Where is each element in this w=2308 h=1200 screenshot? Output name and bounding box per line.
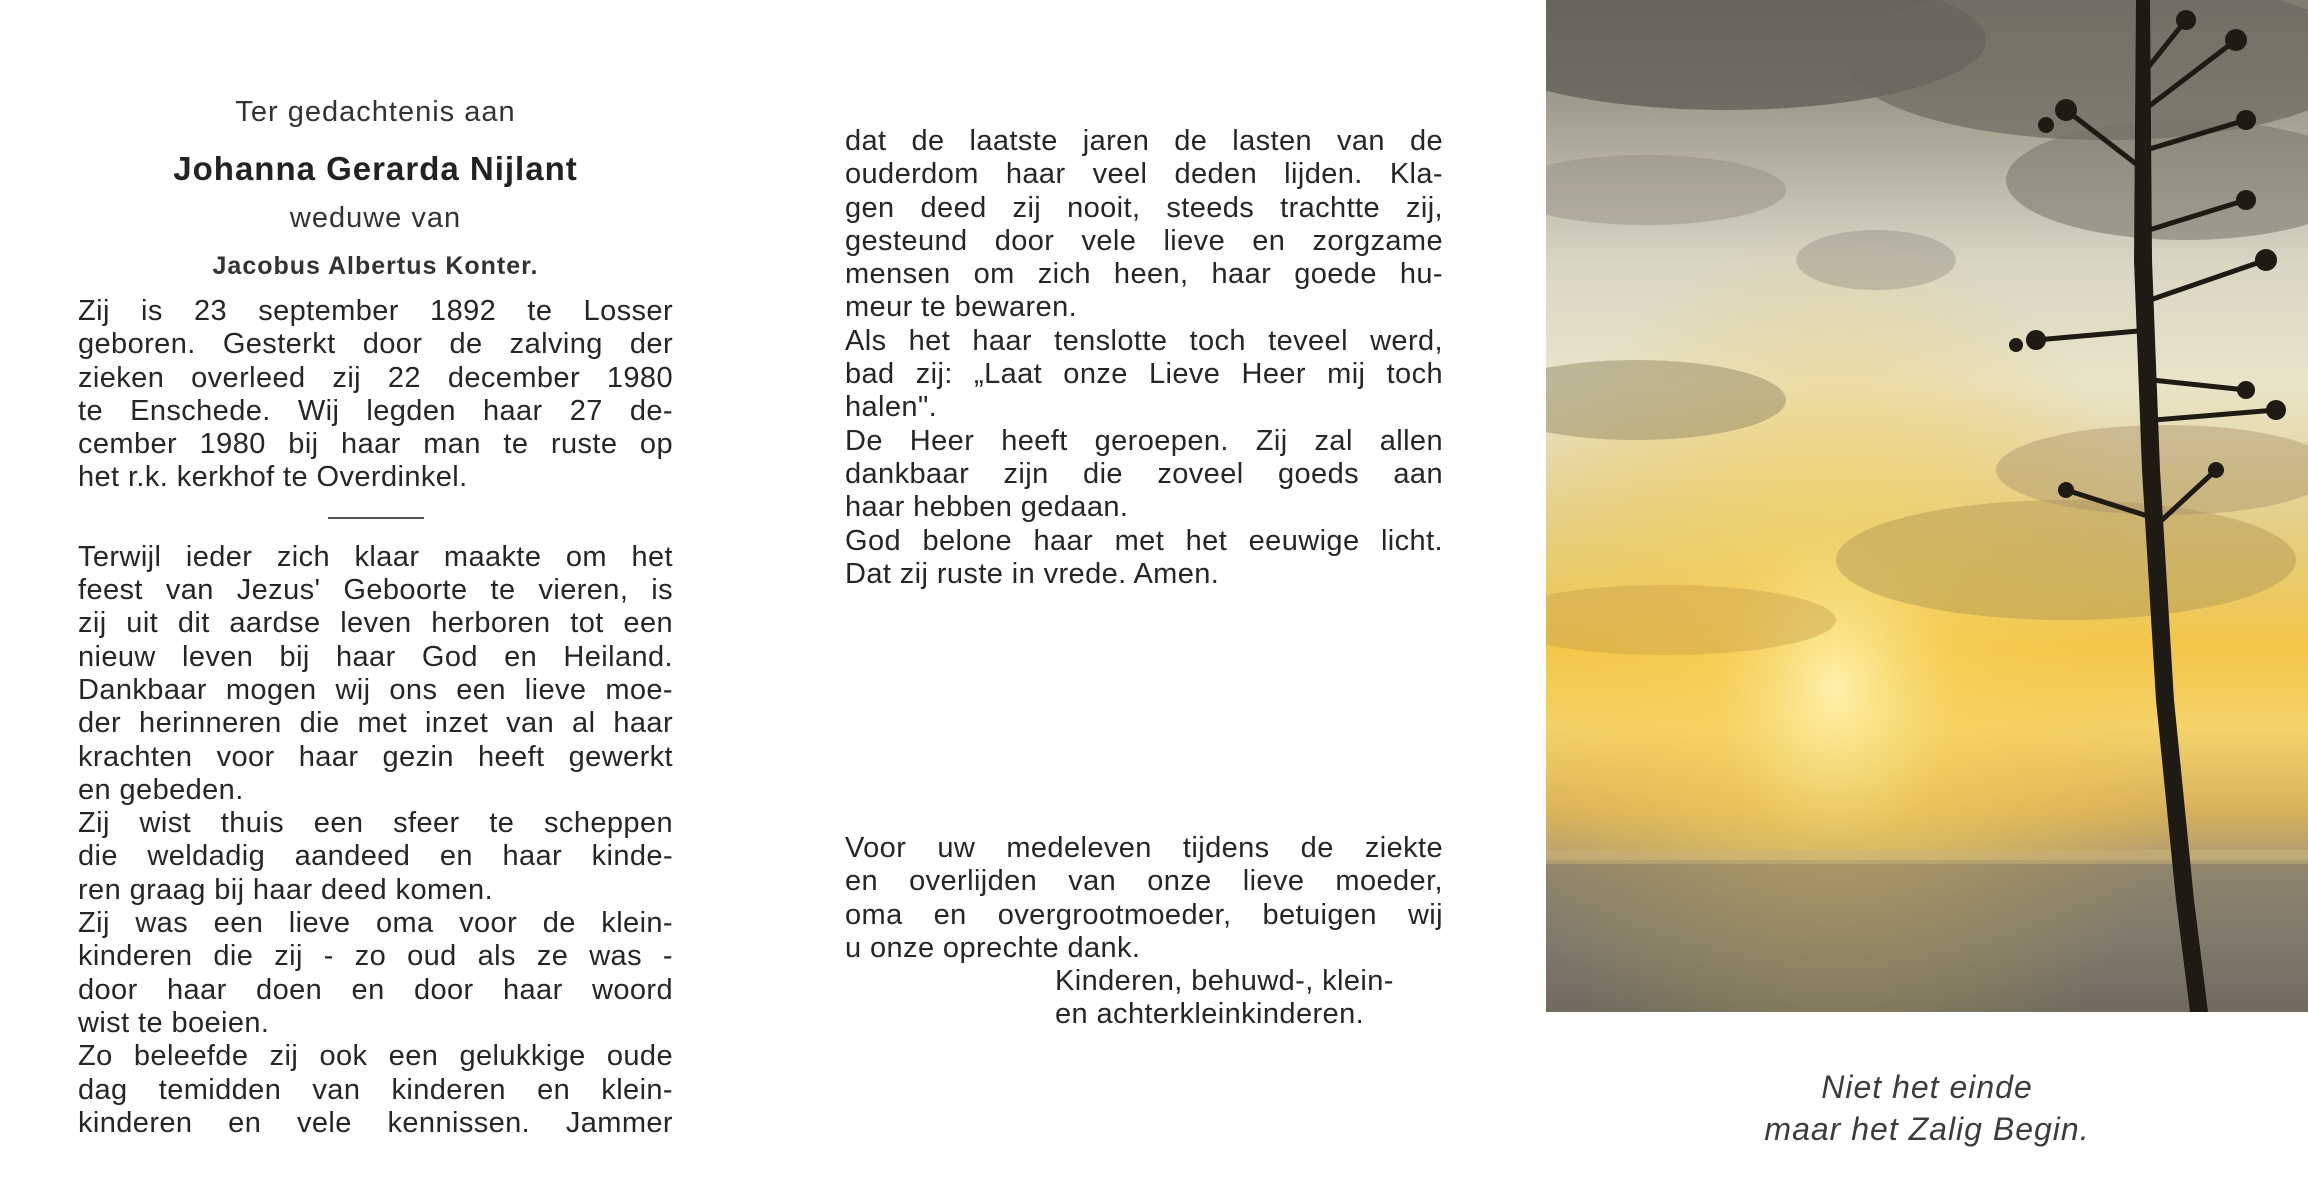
text-line: en gebeden. (78, 773, 244, 806)
text-line: gen deed zij nooit, steeds trachtte zij, (845, 191, 1443, 224)
text-line: gesteund door vele lieve en zorgzame (845, 224, 1443, 257)
text-line: kinderen die zij - zo oud als ze was - (78, 940, 673, 973)
text-line: Zij is 23 september 1892 te Losser (78, 295, 673, 327)
text-line: De Heer heeft geroepen. Zij zal allen (845, 424, 1443, 457)
continuation-paragraph (845, 125, 1443, 591)
husband-name: Jacobus Albertus Konter. (212, 252, 539, 280)
text-line: der herinneren die met inzet van al haar (78, 707, 673, 740)
text-line: nieuw leven bij haar God en Heiland. (78, 640, 673, 673)
tribute-paragraph (78, 541, 673, 1140)
text-line: door haar doen en door haar woord (78, 973, 673, 1006)
text-line: meur te bewaren. (845, 291, 1078, 324)
widow-of-text: weduwe van (289, 202, 462, 234)
text-line: die weldadig aandeed en haar kinde- (78, 840, 673, 873)
text-line: u onze oprechte dank. (845, 931, 1141, 964)
text-line: halen". (845, 391, 938, 424)
text-line: bad zij: „Laat onze Lieve Heer mij toch (845, 358, 1443, 391)
text-line: dankbaar zijn die zoveel goeds aan (845, 457, 1443, 490)
text-line: mensen om zich heen, haar goede hu- (845, 258, 1443, 291)
text-line: oma en overgrootmoeder, betuigen wij (845, 898, 1443, 931)
sunset-tree-photo (1546, 0, 2308, 1012)
text-line: kinderen en vele kennissen. Jammer (78, 1106, 673, 1139)
text-line: ouderdom haar veel deden lijden. Kla- (845, 158, 1443, 191)
text-line: God belone haar met het eeuwige licht. (845, 524, 1443, 557)
text-line: Terwijl ieder zich klaar maakte om het (78, 540, 673, 573)
text-line: te Enschede. Wij legden haar 27 de- (78, 394, 673, 427)
text-line: ren graag bij haar deed komen. (78, 873, 494, 906)
thanks-paragraph (845, 832, 1443, 965)
text-line: Zo beleefde zij ook een gelukkige oude (78, 1040, 673, 1073)
intro-text: Ter gedachtenis aan (235, 96, 516, 128)
signature-line: en achterkleinkinderen. (1055, 998, 1365, 1031)
text-line: Zij wist thuis een sfeer te scheppen (78, 807, 673, 840)
text-line: feest van Jezus' Geboorte te vieren, is (78, 574, 673, 607)
deceased-name: Johanna Gerarda Nijlant (173, 150, 578, 187)
text-line: haar hebben gedaan. (845, 491, 1129, 524)
thanks-section (845, 832, 1443, 1032)
text-line: dag temidden van kinderen en klein- (78, 1073, 673, 1106)
text-line: Dat zij ruste in vrede. Amen. (845, 557, 1220, 590)
text-line: Voor uw medeleven tijdens de ziekte (845, 832, 1443, 864)
signature (845, 965, 1443, 1032)
middle-panel (845, 125, 1443, 591)
text-line: cember 1980 bij haar man te ruste op (78, 428, 673, 461)
text-line: Dankbaar mogen wij ons een lieve moe- (78, 673, 673, 706)
motto-line: Niet het einde (1821, 1069, 2033, 1105)
motto-line: maar het Zalig Begin. (1764, 1111, 2090, 1147)
text-line: geboren. Gesterkt door de zalving der (78, 328, 673, 361)
text-line: Als het haar tenslotte toch teveel werd, (845, 324, 1443, 357)
section-divider (328, 517, 424, 519)
text-line: zieken overleed zij 22 december 1980 (78, 361, 673, 394)
text-line: het r.k. kerkhof te Overdinkel. (78, 461, 468, 494)
text-line: wist te boeien. (78, 1006, 270, 1039)
text-line: zij uit dit aardse leven herboren tot een (78, 607, 673, 640)
biography-paragraph (78, 295, 673, 495)
text-line: Zij was een lieve oma voor de klein- (78, 907, 673, 940)
text-line: dat de laatste jaren de lasten van de (845, 125, 1443, 157)
text-line: krachten voor haar gezin heeft gewerkt (78, 740, 673, 773)
signature-line: Kinderen, behuwd-, klein- (1055, 965, 1394, 998)
text-line: en overlijden van onze lieve moeder, (845, 865, 1443, 898)
left-panel (78, 95, 673, 1140)
motto (1546, 1066, 2308, 1150)
